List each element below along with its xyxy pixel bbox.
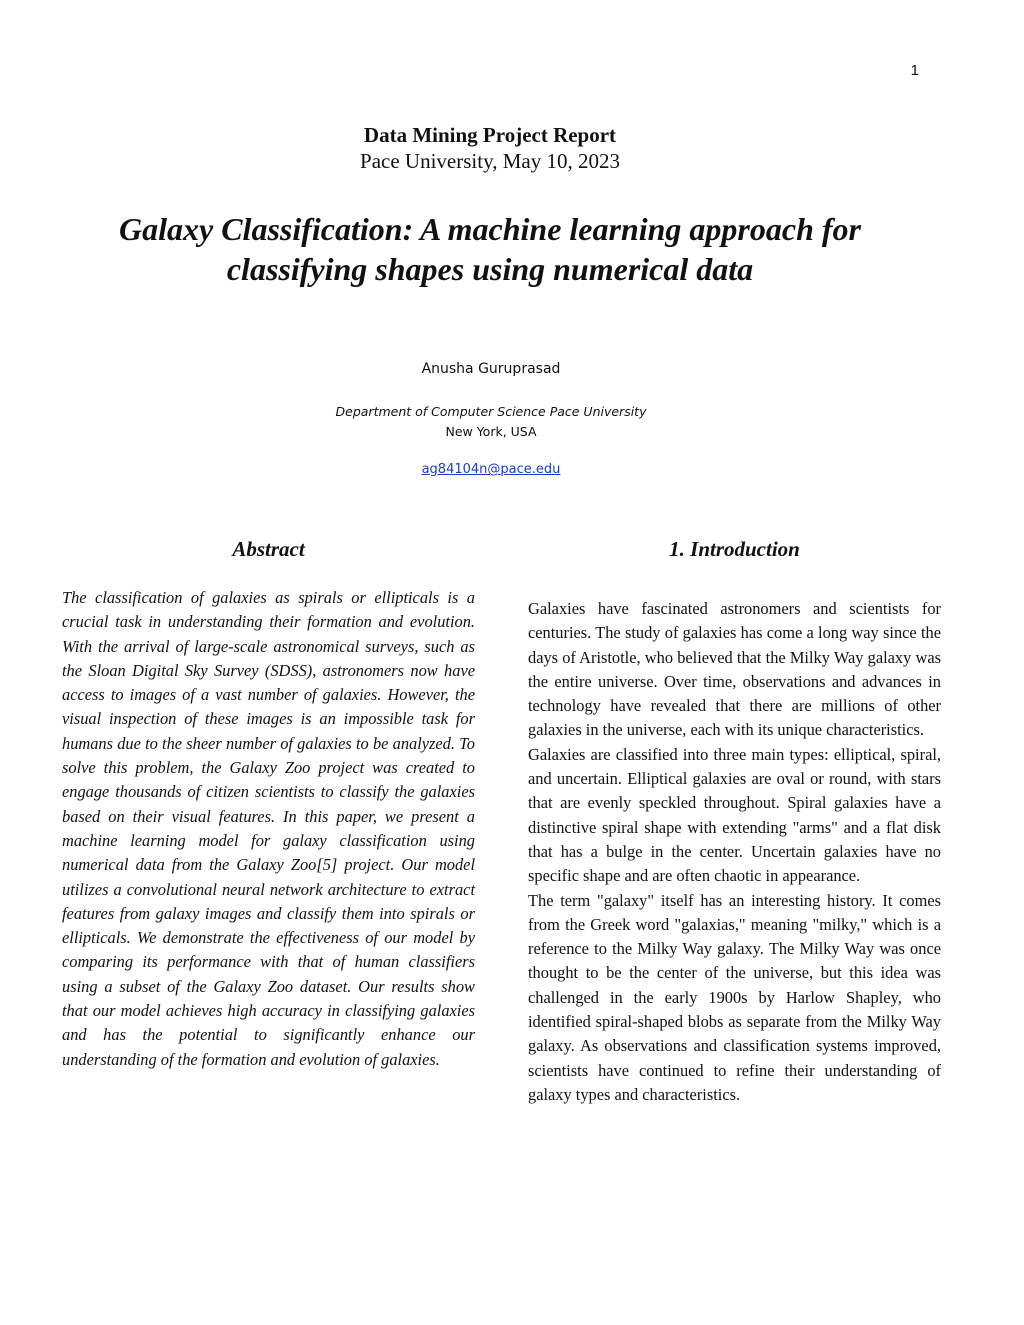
introduction-heading: 1. Introduction: [669, 537, 800, 561]
abstract-heading: Abstract: [232, 537, 305, 561]
introduction-paragraph: Galaxies are classified into three main types: elliptical, spiral, and uncertain. Elliptical galaxies are oval or round, with stars that are evenly speckled throughout. Spiral galaxies have a distinctive spiral shape with extending "arms" and a flat disk that has a bulge in the center. Uncertain galaxies have no specific shape and are often chaotic in appearance.: [528, 744, 941, 886]
page-number: 1: [910, 62, 919, 79]
author-affiliation: Department of Computer Science Pace University: [335, 404, 647, 419]
report-header: [0, 122, 980, 174]
abstract-text: The classification of galaxies as spirals or ellipticals is a crucial task in understanding their formation and evolution. With the arrival of large-scale astronomical surveys, such as the Sloan Digital Sky Survey (SDSS), astronomers now have access to images of a vast number of galaxies. However, the visual inspection of these images is an impossible task for humans due to the sheer number of galaxies to be analyzed. To solve this problem, the Galaxy Zoo project was created to engage thousands of citizen scientists to classify the galaxies based on their visual features. In this paper, we present a machine learning model for galaxy classification using numerical data from the Galaxy Zoo[5] project. Our model utilizes a convolutional neural network architecture to extract features from galaxy images and classify them into spirals or ellipticals. We demonstrate the effectiveness of our model by comparing its performance with that of human classifiers using a subset of the Galaxy Zoo dataset. Our results show that our model achieves high accuracy in classifying galaxies and has the potential to significantly enhance our understanding of the formation and evolution of galaxies.: [62, 588, 475, 1069]
author-email-link[interactable]: ag84104n@pace.edu: [421, 462, 561, 477]
paper-title-line-2: classifying shapes using numerical data: [226, 251, 754, 287]
institution-date: Pace University, May 10, 2023: [360, 149, 620, 173]
report-title: Data Mining Project Report: [363, 123, 617, 147]
introduction-paragraph: Galaxies have fascinated astronomers and scientists for centuries. The study of galaxies has come a long way since the days of Aristotle, who believed that the Milky Way galaxy was the entire universe. Over time, observations and advances in technology have revealed that there are millions of other galaxies in the universe, each with its unique characteristics.: [528, 599, 941, 740]
introduction-text: [528, 597, 941, 1107]
paper-title: [40, 209, 940, 289]
author-location: New York, USA: [445, 424, 537, 439]
author-name: Anusha Guruprasad: [421, 361, 561, 377]
paper-title-line-1: Galaxy Classification: A machine learning approach for: [119, 211, 861, 247]
author-block: [0, 358, 982, 480]
introduction-paragraph: The term "galaxy" itself has an interesting history. It comes from the Greek word "galaxias," meaning "milky," which is a reference to the Milky Way galaxy. The Milky Way was once thought to be the center of the universe, but this idea was challenged in the early 1900s by Harlow Shapley, who identified spiral-shaped blobs as separate from the Milky Way galaxy. As observations and classification systems improved, scientists have continued to refine their understanding of galaxy types and characteristics.: [528, 890, 941, 1104]
